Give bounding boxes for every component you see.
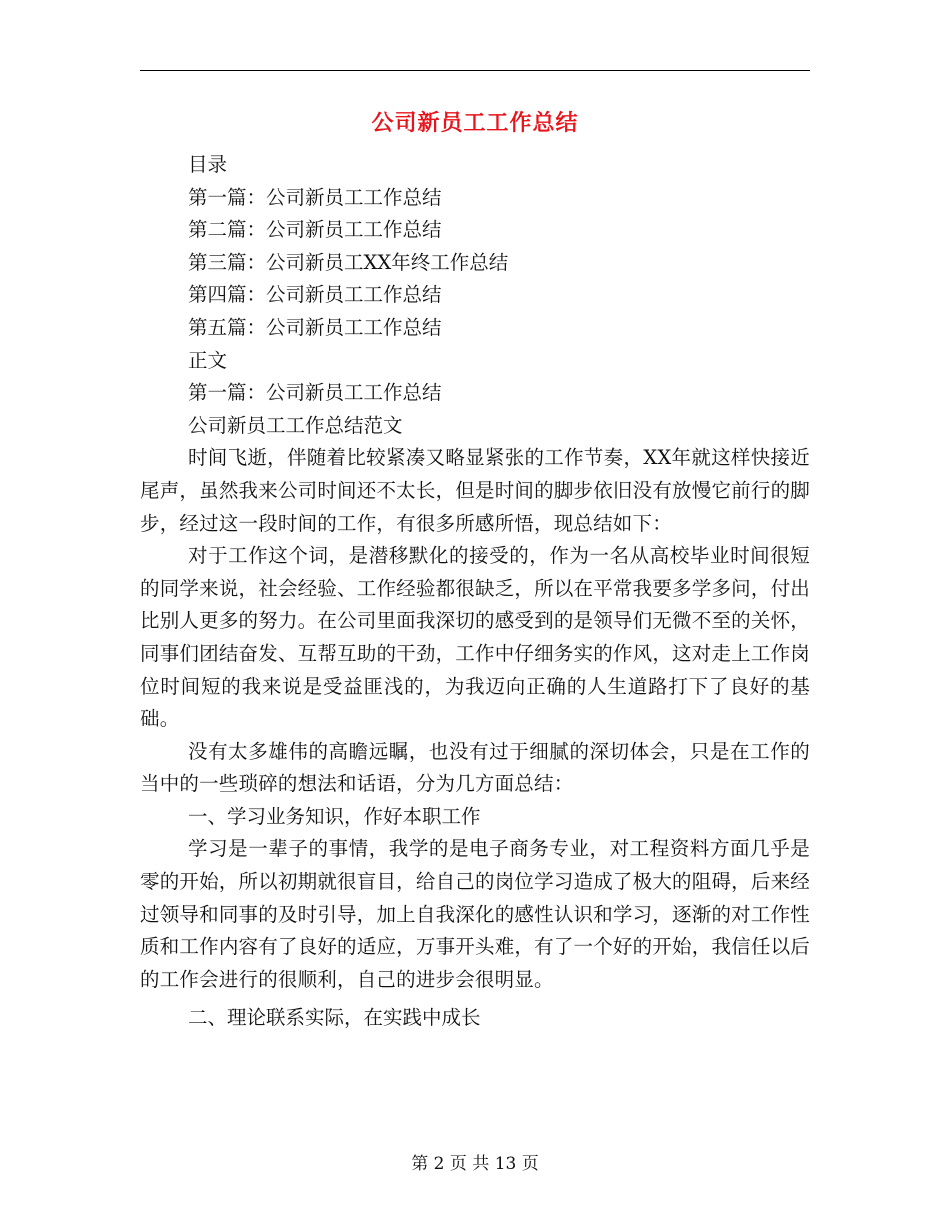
body-paragraph: 时间飞逝，伴随着比较紧凑又略显紧张的工作节奏，XX年就这样快接近尾声，虽然我来公司时间还不太长，但是时间的脚步依旧没有放慢它前行的脚步，经过这一段时间的工作，有很多所感所悟，现总结如下： xyxy=(140,446,810,535)
page-number-footer: 第 2 页 共 13 页 xyxy=(411,1154,539,1174)
body-paragraph: 对于工作这个词，是潜移默化的接受的，作为一名从高校毕业时间很短的同学来说，社会经验、工作经验都很缺乏，所以在平常我要多学多问，付出比别人更多的努力。在公司里面我深切的感受到的是领导们无微不至的关怀，同事们团结奋发、互帮互助的干劲，工作中仔细务实的作风，这对走上工作岗位时间短的我来说是受益匪浅的，为我迈向正确的人生道路打下了良好的基础。 xyxy=(140,544,810,731)
document-body xyxy=(140,149,810,1035)
body-paragraph: 没有太多雄伟的高瞻远瞩，也没有过于细腻的深切体会，只是在工作的当中的一些琐碎的想法和话语，分为几方面总结： xyxy=(140,739,810,796)
article-title: 公司新员工工作总结范文 xyxy=(188,413,403,437)
section-heading: 二、理论联系实际，在实践中成长 xyxy=(188,1006,481,1030)
toc-item: 第二篇：公司新员工工作总结 xyxy=(188,218,442,242)
body-paragraph: 学习是一辈子的事情，我学的是电子商务专业，对工程资料方面几乎是零的开始，所以初期就很盲目，给自己的岗位学习造成了极大的阻碍，后来经过领导和同事的及时引导，加上自我深化的感性认识和学习，逐渐的对工作性质和工作内容有了良好的适应，万事开头难，有了一个好的开始，我信任以后的工作会进行的很顺利，自己的进步会很明显。 xyxy=(140,837,810,991)
chapter-title: 第一篇：公司新员工工作总结 xyxy=(188,381,442,405)
body-heading: 正文 xyxy=(188,348,228,372)
toc-item: 第一篇：公司新员工工作总结 xyxy=(188,185,442,209)
toc-heading: 目录 xyxy=(188,153,228,176)
document-title: 公司新员工工作总结 xyxy=(371,111,579,136)
toc-item: 第五篇：公司新员工工作总结 xyxy=(188,315,442,339)
header-rule xyxy=(140,70,810,71)
toc-item: 第三篇：公司新员工XX年终工作总结 xyxy=(188,250,509,274)
toc-item: 第四篇：公司新员工工作总结 xyxy=(188,283,442,307)
section-heading: 一、学习业务知识，作好本职工作 xyxy=(188,804,481,828)
